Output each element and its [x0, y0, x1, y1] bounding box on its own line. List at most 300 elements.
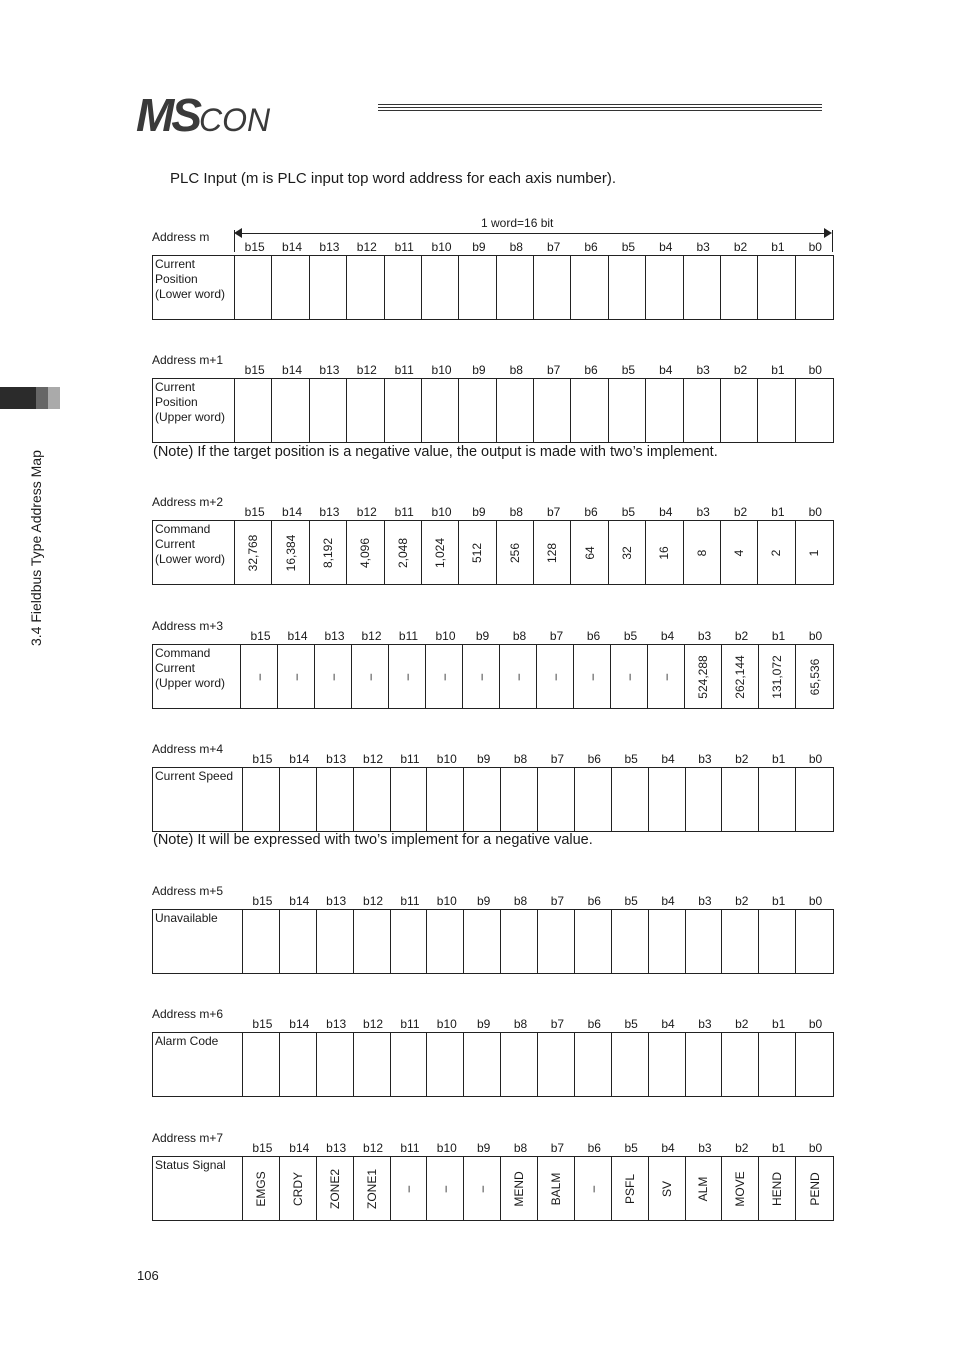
register-table [152, 644, 834, 709]
bit-label: b13 [324, 629, 345, 643]
bit-label: b1 [772, 1141, 786, 1155]
bit-label: b8 [509, 505, 523, 519]
bit-value: ZONE2 [327, 1168, 342, 1209]
bit-header-row [236, 505, 834, 519]
bit-value: – [252, 673, 266, 680]
bit-value: HEND [770, 1171, 785, 1206]
bit-cell [759, 1033, 796, 1096]
bit-cell [796, 768, 833, 831]
bit-value: – [326, 673, 340, 680]
bit-cell [317, 1033, 354, 1096]
bit-cell [385, 256, 422, 319]
bit-label: b7 [547, 505, 561, 519]
bit-cell [649, 768, 686, 831]
bit-label: b14 [289, 1017, 310, 1031]
bit-label: b4 [660, 629, 675, 643]
bit-label: b6 [584, 240, 598, 254]
bit-label: b8 [513, 752, 528, 766]
bit-cell [609, 256, 646, 319]
bit-label: b11 [394, 505, 414, 519]
bit-cell [759, 768, 796, 831]
bit-label: b2 [733, 505, 748, 519]
bit-label: b12 [363, 752, 384, 766]
bit-cell [611, 645, 648, 708]
bit-label: b11 [394, 363, 414, 377]
bit-cell [391, 768, 428, 831]
register-address: Address m+6 [152, 1007, 224, 1021]
bit-value: – [438, 1185, 453, 1192]
bit-value: 256 [507, 542, 522, 563]
bit-cell [534, 256, 571, 319]
bit-label: b3 [698, 1141, 712, 1155]
bit-label: b13 [319, 505, 340, 519]
bit-cell [759, 1157, 796, 1220]
bit-cell [272, 379, 309, 442]
bit-cell [612, 910, 649, 973]
bit-label: b0 [808, 894, 823, 908]
bit-cell [649, 1157, 686, 1220]
bit-label: b3 [696, 505, 710, 519]
bit-label: b15 [252, 894, 273, 908]
bit-label: b15 [244, 363, 265, 377]
bit-cell [571, 256, 608, 319]
bit-label: b9 [477, 1017, 491, 1031]
bit-label: b5 [621, 363, 636, 377]
bit-label: b15 [244, 505, 265, 519]
bit-cell [721, 379, 758, 442]
bit-label: b5 [624, 894, 638, 908]
bit-cell [609, 379, 646, 442]
register-table [152, 1032, 834, 1097]
bit-cell [422, 256, 459, 319]
bit-label: b8 [512, 629, 527, 643]
bit-value: 2,048 [395, 537, 410, 568]
bit-label: b5 [621, 505, 636, 519]
bit-value: – [474, 673, 488, 680]
bit-label: b1 [772, 752, 786, 766]
bit-cell [538, 768, 575, 831]
register-label: Current Position (Upper word) [153, 379, 235, 442]
bit-cell [354, 768, 391, 831]
bit-cell [796, 910, 833, 973]
register-table [152, 767, 834, 832]
bit-cell [646, 379, 683, 442]
bit-value: – [475, 1185, 490, 1192]
bit-cell [646, 256, 683, 319]
bit-cell [426, 645, 463, 708]
register-table [152, 520, 834, 585]
register-table [152, 255, 834, 320]
bit-label: b7 [549, 629, 564, 643]
bit-cell [534, 379, 571, 442]
bit-cell [352, 645, 389, 708]
bit-cell [310, 521, 347, 584]
register-label: Unavailable [153, 910, 243, 973]
bit-cell [575, 1033, 612, 1096]
bit-cell [278, 645, 315, 708]
bit-label: b15 [244, 240, 265, 254]
bit-label: b0 [808, 240, 822, 254]
bit-label: b3 [698, 752, 712, 766]
bit-label: b13 [326, 752, 347, 766]
bit-label: b9 [477, 752, 491, 766]
bit-value: – [437, 673, 451, 680]
bit-cell [721, 521, 758, 584]
bit-label: b5 [623, 629, 638, 643]
bit-label: b11 [400, 752, 420, 766]
bit-cell [272, 256, 309, 319]
bit-cell [422, 521, 459, 584]
bit-label: b8 [509, 363, 523, 377]
bit-cell [612, 1157, 649, 1220]
bit-label: b8 [513, 1141, 528, 1155]
bit-value: ZONE1 [364, 1168, 379, 1209]
bit-label: b4 [659, 240, 673, 254]
intro-text: PLC Input (m is PLC input top word address for each axis number). [170, 170, 617, 187]
register-address: Address m+5 [152, 884, 224, 898]
register-label: Alarm Code [153, 1033, 243, 1096]
bit-label: b10 [431, 505, 452, 519]
bit-cell [385, 521, 422, 584]
bit-cell [686, 1157, 723, 1220]
bit-label: b2 [735, 1141, 749, 1155]
bit-label: b10 [431, 363, 452, 377]
bit-header-row [236, 240, 834, 254]
bit-label: b6 [587, 1141, 601, 1155]
bit-cell [272, 521, 309, 584]
chapter-tab [0, 387, 60, 409]
bit-cell [758, 256, 795, 319]
bit-value: 32 [619, 545, 634, 560]
bit-label: b14 [282, 240, 303, 254]
bit-cell [722, 1033, 759, 1096]
bit-cell [609, 521, 646, 584]
bit-label: b4 [661, 894, 675, 908]
bit-cell [459, 256, 496, 319]
bit-label: b7 [550, 752, 565, 766]
bit-label: b3 [697, 629, 712, 643]
bit-cell [243, 1157, 280, 1220]
bit-label: b7 [550, 894, 565, 908]
arrow-right-icon [824, 228, 832, 238]
register-address: Address m+1 [152, 353, 224, 367]
bit-label: b11 [394, 240, 414, 254]
bit-label: b2 [735, 752, 749, 766]
bit-label: b10 [431, 240, 452, 254]
bit-cell [464, 910, 501, 973]
bit-cell [796, 379, 833, 442]
bit-header-row [242, 629, 834, 643]
word-size-label: 1 word=16 bit [481, 216, 554, 230]
bit-label: b13 [326, 1017, 347, 1031]
bit-cell [538, 910, 575, 973]
bit-cell [538, 1033, 575, 1096]
bit-label: b0 [808, 1141, 823, 1155]
register-label: Command Current (Lower word) [153, 521, 235, 584]
bit-cell [243, 1033, 280, 1096]
bit-cell [796, 1157, 833, 1220]
bit-label: b0 [808, 505, 822, 519]
bit-label: b12 [363, 894, 384, 908]
bit-cell [427, 1033, 464, 1096]
bit-label: b10 [435, 629, 456, 643]
bit-cell [464, 768, 501, 831]
bit-cell [317, 1157, 354, 1220]
bit-cell [686, 1033, 723, 1096]
bit-label: b12 [363, 1141, 384, 1155]
bit-label: b14 [287, 629, 308, 643]
bit-label: b12 [356, 505, 377, 519]
bit-cell [497, 256, 534, 319]
bit-value: – [400, 673, 414, 680]
bit-label: b4 [661, 752, 675, 766]
bit-cell [427, 910, 464, 973]
bit-label: b2 [733, 240, 748, 254]
bit-cell [574, 645, 611, 708]
bit-label: b7 [550, 1017, 565, 1031]
bit-label: b13 [319, 240, 340, 254]
bit-value: 16,384 [283, 534, 298, 571]
bit-cell [722, 910, 759, 973]
note-position: (Note) If the target position is a negative value, the output is made with two’s implement. [153, 444, 718, 460]
bit-label: b13 [326, 894, 347, 908]
bit-label: b11 [398, 629, 419, 643]
bit-cell [500, 645, 537, 708]
bit-cell [501, 1157, 538, 1220]
bit-cell [722, 768, 759, 831]
bit-label: b12 [356, 240, 377, 254]
bit-cell [722, 1157, 759, 1220]
bit-label: b1 [771, 363, 785, 377]
bit-value: MEND [512, 1170, 527, 1207]
bit-cell [575, 768, 612, 831]
bit-cell [646, 521, 683, 584]
header-rule [378, 104, 822, 116]
bit-label: b9 [477, 894, 491, 908]
bit-cell [796, 256, 833, 319]
bit-cell [649, 910, 686, 973]
bit-cell [354, 1033, 391, 1096]
bit-cell [686, 768, 723, 831]
bit-value: 65,536 [807, 658, 822, 695]
bit-cell [463, 645, 500, 708]
bit-cell [612, 1033, 649, 1096]
bit-value: MOVE [733, 1170, 748, 1207]
bit-cell [796, 521, 833, 584]
bit-label: b6 [584, 505, 598, 519]
bit-cell [347, 521, 384, 584]
note-speed: (Note) It will be expressed with two’s implement for a negative value. [153, 832, 593, 848]
bit-value: 2 [769, 549, 784, 556]
bit-label: b15 [252, 1141, 273, 1155]
bit-label: b6 [587, 752, 601, 766]
bit-cell [280, 768, 317, 831]
register-label: Current Speed [153, 768, 243, 831]
bit-cell [612, 768, 649, 831]
bit-cell [497, 521, 534, 584]
bit-label: b6 [587, 894, 601, 908]
bit-cell [389, 645, 426, 708]
bit-label: b7 [550, 1141, 565, 1155]
bit-cell [648, 645, 685, 708]
bit-label: b10 [436, 752, 457, 766]
bit-cell [722, 645, 759, 708]
bit-label: b14 [289, 894, 310, 908]
bit-value: BALM [548, 1172, 563, 1205]
bit-cell [649, 1033, 686, 1096]
word-span-line [236, 233, 830, 234]
register-table [152, 1156, 834, 1221]
bit-cell [686, 910, 723, 973]
bit-label: b12 [361, 629, 382, 643]
bit-label: b4 [659, 363, 673, 377]
bit-label: b9 [472, 240, 486, 254]
bit-cell [241, 645, 278, 708]
bit-cell [354, 910, 391, 973]
bit-cell [759, 645, 796, 708]
bit-label: b10 [436, 1141, 457, 1155]
bit-label: b3 [698, 894, 712, 908]
register-table [152, 378, 834, 443]
bit-label: b14 [282, 363, 303, 377]
register-label: Current Position (Lower word) [153, 256, 235, 319]
bit-value: – [363, 673, 377, 680]
register-label: Command Current (Upper word) [153, 645, 241, 708]
bit-label: b6 [584, 363, 598, 377]
bit-cell [575, 1157, 612, 1220]
register-address: Address m+4 [152, 742, 224, 756]
bit-value: 1 [807, 549, 822, 556]
bit-value: – [659, 673, 673, 680]
bit-label: b13 [326, 1141, 347, 1155]
bit-value: – [401, 1185, 416, 1192]
bit-value: 16 [657, 545, 672, 560]
bit-cell [235, 256, 272, 319]
bit-cell [758, 379, 795, 442]
bit-cell [385, 379, 422, 442]
bit-cell [759, 910, 796, 973]
bit-value: – [548, 673, 562, 680]
bit-label: b2 [733, 363, 748, 377]
bit-label: b13 [319, 363, 340, 377]
bit-label: b15 [252, 752, 273, 766]
bit-cell [684, 379, 721, 442]
bit-cell [310, 379, 347, 442]
bit-label: b3 [696, 363, 710, 377]
bit-cell [317, 910, 354, 973]
bit-value: 1,024 [433, 537, 448, 568]
bit-value: PEND [807, 1171, 822, 1206]
bit-label: b7 [547, 363, 561, 377]
bit-cell [280, 1033, 317, 1096]
bit-value: 512 [470, 542, 485, 563]
bit-value: – [585, 673, 599, 680]
bit-label: b14 [289, 1141, 310, 1155]
bit-value: PSFL [622, 1173, 637, 1204]
bit-header-row [236, 363, 834, 377]
bit-cell [497, 379, 534, 442]
bit-cell [571, 379, 608, 442]
bit-value: 4 [732, 549, 747, 556]
bit-label: b9 [472, 363, 486, 377]
bit-label: b6 [586, 629, 601, 643]
bit-label: b8 [509, 240, 523, 254]
bit-label: b15 [252, 1017, 273, 1031]
bit-value: 4,096 [358, 537, 373, 568]
bit-value: – [622, 673, 636, 680]
bit-label: b5 [624, 1141, 638, 1155]
bit-value: – [585, 1185, 600, 1192]
bit-label: b8 [513, 1017, 528, 1031]
bit-cell [575, 910, 612, 973]
bit-label: b0 [808, 1017, 823, 1031]
bit-cell [347, 379, 384, 442]
bit-cell [315, 645, 352, 708]
bit-cell [243, 910, 280, 973]
bit-cell [684, 521, 721, 584]
bit-value: 8,192 [320, 537, 335, 568]
bit-value: 32,768 [246, 534, 261, 571]
bit-label: b4 [661, 1017, 675, 1031]
bit-cell [317, 768, 354, 831]
bit-cell [280, 910, 317, 973]
bit-label: b0 [808, 363, 822, 377]
bit-label: b5 [624, 1017, 638, 1031]
bit-cell [391, 1157, 428, 1220]
bit-value: EMGS [253, 1170, 268, 1207]
bit-cell [684, 256, 721, 319]
bit-cell [422, 379, 459, 442]
bit-label: b1 [771, 240, 785, 254]
bit-label: b15 [250, 629, 271, 643]
bit-label: b6 [587, 1017, 601, 1031]
bit-label: b4 [661, 1141, 675, 1155]
page-number: 106 [137, 1268, 159, 1283]
bit-cell [459, 521, 496, 584]
bit-label: b4 [659, 505, 673, 519]
register-address: Address m+2 [152, 495, 224, 509]
bit-header-row [244, 1141, 834, 1155]
bit-value: SV [659, 1180, 674, 1197]
bit-label: b11 [400, 1141, 420, 1155]
bit-label: b9 [475, 629, 490, 643]
register-address: Address m+7 [152, 1131, 224, 1145]
bit-cell [464, 1157, 501, 1220]
bit-header-row [244, 894, 834, 908]
bit-label: b12 [356, 363, 377, 377]
bit-label: b1 [772, 1017, 786, 1031]
bit-cell [280, 1157, 317, 1220]
bit-label: b2 [735, 1017, 749, 1031]
bit-label: b3 [698, 1017, 712, 1031]
bit-label: b0 [808, 752, 823, 766]
bit-value: 8 [694, 549, 709, 556]
bit-label: b2 [734, 629, 749, 643]
bit-value: 262,144 [733, 654, 747, 699]
bit-cell [243, 768, 280, 831]
chapter-label: 3.4 Fieldbus Type Address Map [28, 450, 44, 646]
register-label: Status Signal [153, 1157, 243, 1220]
bit-cell [354, 1157, 391, 1220]
bit-cell [391, 910, 428, 973]
bit-label: b14 [289, 752, 310, 766]
bit-cell [796, 1033, 833, 1096]
mscon-logo: MSCON [136, 89, 271, 141]
bit-cell [501, 910, 538, 973]
bit-value: CRDY [290, 1171, 305, 1206]
bit-cell [235, 379, 272, 442]
bit-label: b5 [624, 752, 638, 766]
